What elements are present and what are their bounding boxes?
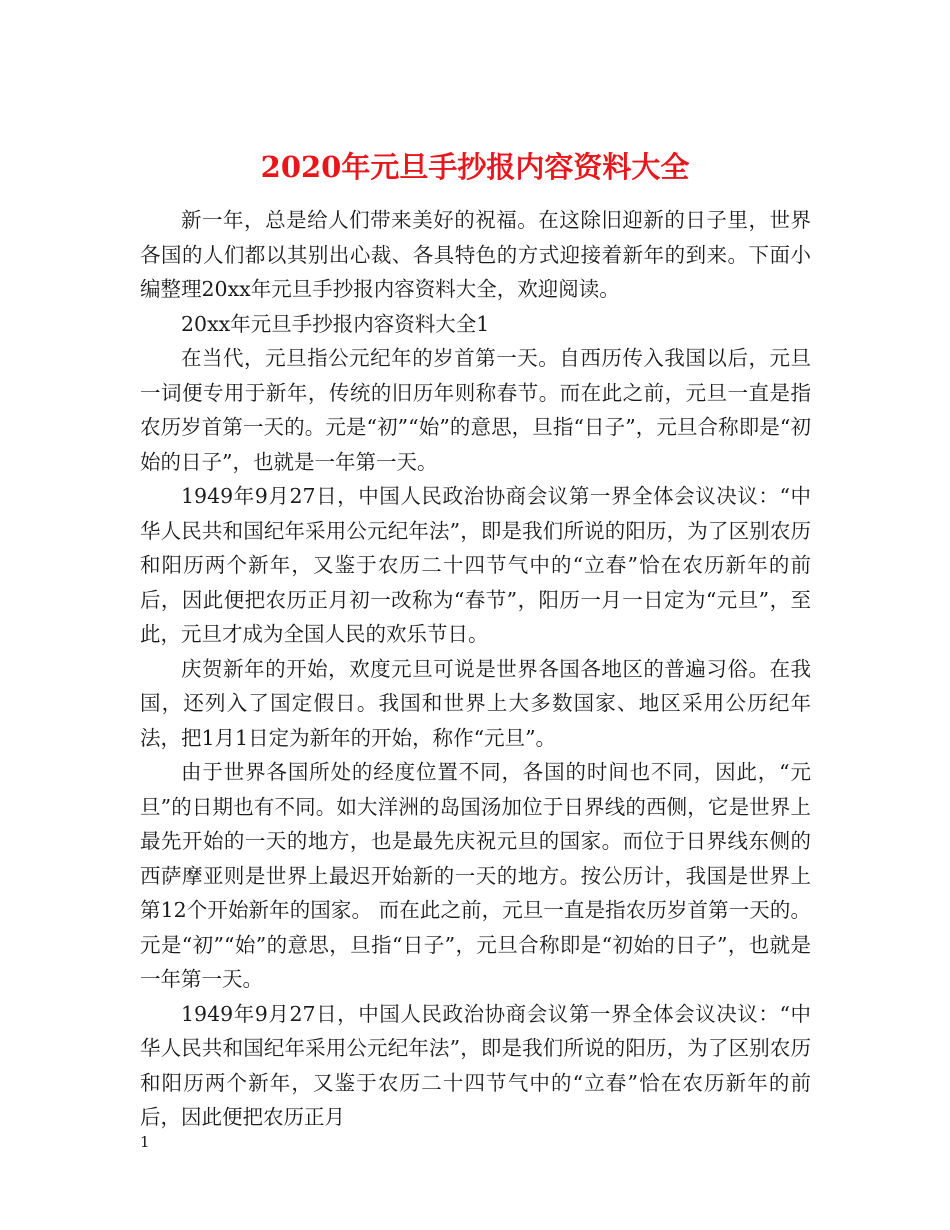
paragraph-intro: 新一年，总是给人们带来美好的祝福。在这除旧迎新的日子里，世界各国的人们都以其别出心裁、各具特色的方式迎接着新年的到来。下面小编整理20xx年元旦手抄报内容资料大全，欢迎阅读。 bbox=[140, 208, 811, 301]
page-number: 1 bbox=[140, 1133, 150, 1151]
paragraph: 由于世界各国所处的经度位置不同，各国的时间也不同，因此，“元旦”的日期也有不同。如大洋洲的岛国汤加位于日界线的西侧，它是世界上最先开始的一天的地方，也是最先庆祝元旦的国家。而位于日界线东侧的西萨摩亚则是世界上最迟开始新的一天的地方。按公历计，我国是世界上第12个开始新年的国家。 而在此之前，元旦一直是指农历岁首第一天的。元是“初”“始”的意思，旦指“日子”，元旦合称即是“初始的日子”，也就是一年第一天。 bbox=[140, 760, 811, 991]
document-body bbox=[140, 203, 811, 1135]
document-title: 2020年元旦手抄报内容资料大全 bbox=[260, 150, 690, 185]
paragraph: 1949年9月27日，中国人民政治协商会议第一界全体会议决议：“中华人民共和国纪年采用公元纪年法”，即是我们所说的阳历，为了区别农历和阳历两个新年，又鉴于农历二十四节气中的“立春”恰在农历新年的前后，因此便把农历正月初一改称为“春节”，阳历一月一日定为“元旦”，至此，元旦才成为全国人民的欢乐节日。 bbox=[140, 484, 811, 646]
paragraph: 1949年9月27日，中国人民政治协商会议第一界全体会议决议：“中华人民共和国纪年采用公元纪年法”，即是我们所说的阳历，为了区别农历和阳历两个新年，又鉴于农历二十四节气中的“立春”恰在农历新年的前后，因此便把农历正月 bbox=[140, 1001, 811, 1129]
paragraph: 庆贺新年的开始，欢度元旦可说是世界各国各地区的普遍习俗。在我国，还列入了国定假日。我国和世界上大多数国家、地区采用公历纪年法，把1月1日定为新年的开始，称作“元旦”。 bbox=[140, 656, 811, 750]
paragraph: 在当代，元旦指公元纪年的岁首第一天。自西历传入我国以后，元旦一词便专用于新年，传统的旧历年则称春节。而在此之前，元旦一直是指农历岁首第一天的。元是“初”“始”的意思，旦指“日子”，元旦合称即是“初始的日子”，也就是一年第一天。 bbox=[140, 346, 811, 474]
section-heading: 20xx年元旦手抄报内容资料大全1 bbox=[181, 311, 490, 336]
